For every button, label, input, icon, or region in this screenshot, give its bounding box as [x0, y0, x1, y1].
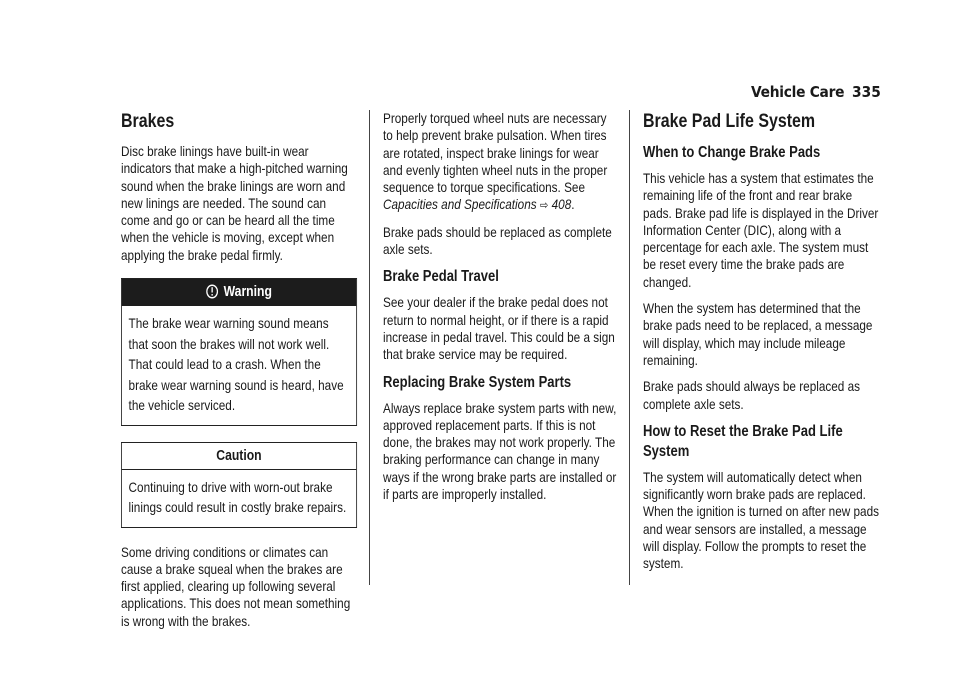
replacing-parts-paragraph: Always replace brake system parts with new, approved replacement parts. If this is not done, the brakes may not work properly. The braking performance can change in many ways if the wrong brake parts are installed or if parts are improperly installed.: [383, 399, 617, 503]
section-title-brakes: Brakes: [121, 111, 175, 132]
wheel-nuts-paragraph: [383, 110, 619, 215]
warning-label: Warning: [223, 284, 272, 301]
brakes-intro: Disc brake linings have built-in wear indicators that make a high-pitched warning sound when the brake linings are worn and new linings are needed. The sound can come and go or can be heard all the time when the vehicle is moving, except when applying the brake pedal firmly.: [121, 143, 348, 263]
column-divider: [369, 110, 370, 585]
heading-replacing-parts: Replacing Brake System Parts: [383, 373, 572, 391]
when-paragraph-1: This vehicle has a system that estimates the remaining life of the front and rear brake pads. Brake pad life is displayed in the Driver Information Center (DIC), along with a percentage for each axle. The system must be reset every time the brake pads are changed.: [643, 170, 879, 290]
capacities-link[interactable]: Capacities and Specifications: [383, 196, 537, 213]
page-ref-number[interactable]: 408: [551, 196, 572, 213]
pedal-travel-paragraph: See your dealer if the brake pedal does not return to normal height, or if there is a rapid increase in pedal travel. This could be a sign that brake service may be required.: [383, 294, 615, 363]
heading-how-to-reset: How to Reset the Brake Pad Life System: [643, 422, 843, 460]
brakes-outro: Some driving conditions or climates can cause a brake squeal when the brakes are first applied, clearing up following several applications. This does not mean something is wrong with the brakes.: [121, 543, 351, 629]
column-2: [383, 110, 619, 512]
section-title-pad-life: Brake Pad Life System: [643, 111, 816, 132]
caution-box: [121, 442, 357, 528]
column-1: [121, 110, 357, 639]
axle-sets-paragraph: Brake pads should be replaced as complete axle sets.: [383, 223, 612, 258]
caution-text: Continuing to drive with worn-out brake linings could result in costly brake repairs.: [128, 478, 347, 516]
page-ref-icon: ⇨: [539, 198, 549, 213]
sentence-end: .: [571, 196, 575, 213]
running-header-section: Vehicle Care: [751, 83, 845, 101]
column-3: [643, 110, 881, 582]
when-paragraph-2: When the system has determined that the brake pads need to be replaced, a message will display, which may include mileage remaining.: [643, 300, 873, 368]
warning-icon: [206, 282, 219, 308]
caution-label: Caution: [122, 443, 356, 470]
warning-header: [122, 279, 356, 306]
warning-text: The brake wear warning sound means that soon the brakes will not work well. That could lead to a crash. When the brake wear warning sound is heard, have the vehicle serviced.: [128, 315, 344, 414]
page-number: 335: [852, 83, 881, 101]
heading-brake-pedal-travel: Brake Pedal Travel: [383, 268, 499, 286]
warning-box: [121, 278, 357, 426]
wheel-nuts-text: Properly torqued wheel nuts are necessary to help prevent brake pulsation. When tires are rotated, inspect brake linings for wear and evenly tighten wheel nuts in the proper sequence to torque specifications. See: [383, 110, 608, 196]
when-paragraph-3: Brake pads should always be replaced as complete axle sets.: [643, 378, 861, 412]
heading-when-to-change: When to Change Brake Pads: [643, 144, 821, 161]
reset-paragraph: The system will automatically detect when significantly worn brake pads are replaced. When the ignition is turned on after new pads and wear sensors are installed, a message will display. Follow the prompts to reset the system.: [643, 468, 880, 572]
column-divider: [629, 110, 630, 585]
